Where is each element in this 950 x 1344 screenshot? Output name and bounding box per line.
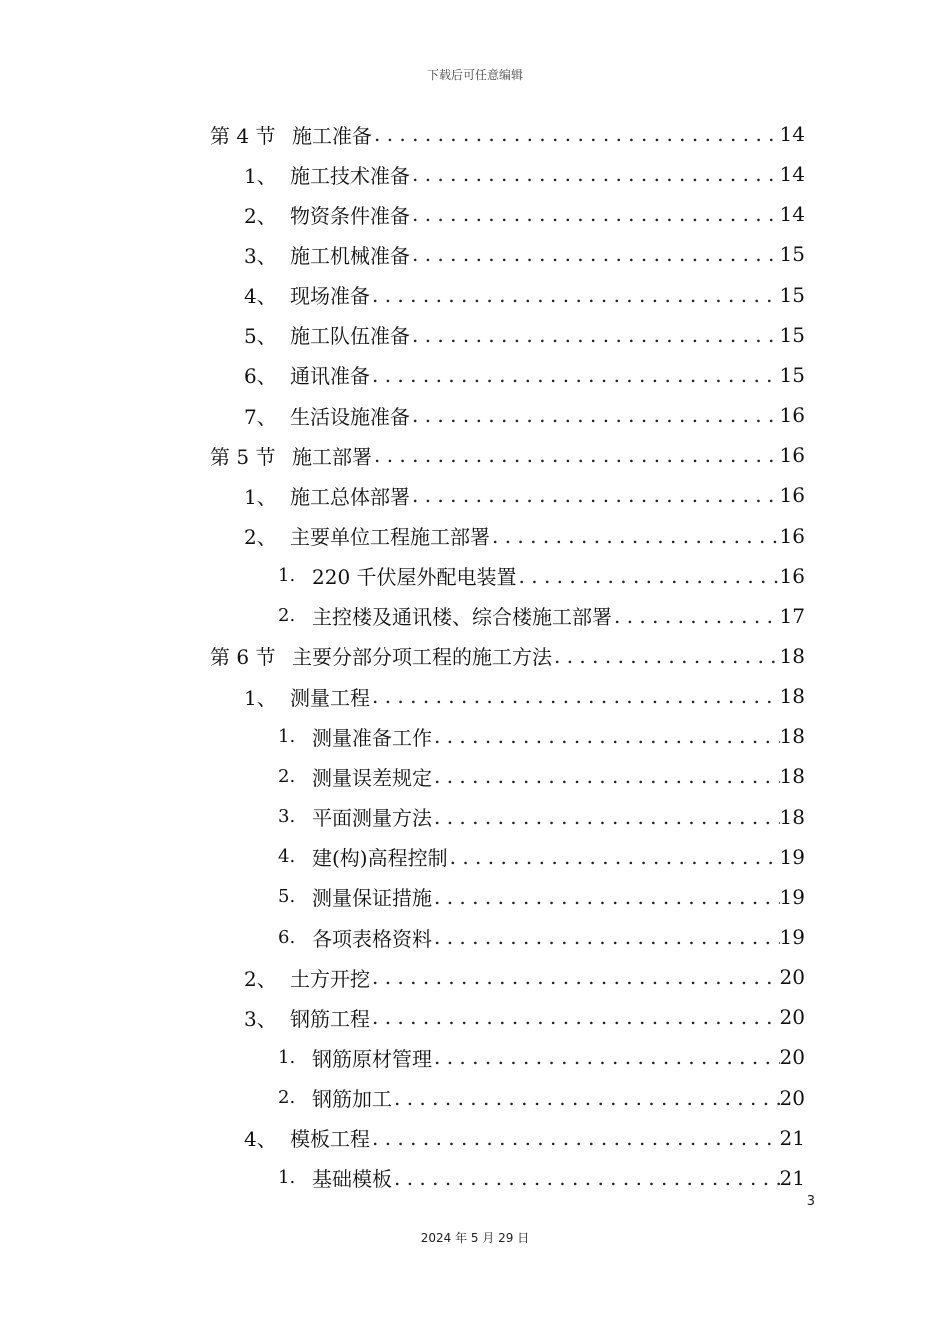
toc-entry[interactable] [244,676,805,716]
toc-entry-page: 20 [779,965,805,990]
toc-entry-number: 2. [278,1087,296,1109]
toc-entry-number: 7、 [244,404,277,429]
toc-entry-page: 15 [779,322,805,347]
toc-entry-page: 15 [779,282,805,307]
toc-entry-number: 1、 [244,163,277,188]
toc-entry-page: 18 [779,764,805,789]
toc-dot-leader [410,483,780,507]
toc-dot-leader [432,885,780,909]
page-header: 下载后可任意编辑 [426,68,523,82]
toc-entry-number: 4、 [244,1127,277,1152]
toc-entry[interactable] [244,957,805,997]
toc-entry[interactable] [278,556,805,596]
toc-entry-page: 14 [779,202,805,227]
toc-entry[interactable] [244,475,805,515]
toc-entry-number: 5、 [244,324,277,349]
toc-entry-page: 14 [779,122,805,146]
toc-dot-leader [410,242,780,266]
toc-entry-page: 19 [779,844,805,869]
toc-entry-number: 1、 [244,484,277,509]
toc-entry-title: 生活设施准备 [290,404,410,429]
toc-entry[interactable] [244,516,805,556]
toc-entry-number: 6. [278,926,296,948]
toc-entry-title: 施工技术准备 [290,163,410,188]
toc-entry-title: 基础模板 [312,1167,392,1192]
toc-entry-page: 16 [779,443,805,468]
toc-entry-number: 第 5 节 [210,444,276,469]
toc-entry-title: 平面测量方法 [312,806,432,831]
toc-entry-number: 第 6 节 [210,645,276,670]
toc-entry-page: 21 [779,1125,805,1150]
toc-entry-title: 土方开挖 [290,966,370,991]
toc-entry-title: 模板工程 [290,1127,370,1152]
toc-entry-page: 16 [779,403,805,428]
toc-entry-number: 6、 [244,364,277,389]
toc-dot-leader [410,323,780,347]
toc-entry[interactable] [278,1037,805,1077]
toc-entry-number: 4、 [244,284,277,309]
toc-entry-page: 18 [779,724,805,749]
page-footer-date: 2024 年 5 月 29 日 [420,1231,530,1245]
toc-entry-number: 3、 [244,243,277,268]
toc-entry[interactable] [244,234,805,274]
toc-dot-leader [370,1126,780,1150]
toc-dot-leader [370,684,780,708]
toc-entry[interactable] [244,275,805,315]
toc-dot-leader [372,443,780,467]
toc-dot-leader [370,283,780,307]
toc-dot-leader [448,845,780,869]
toc-entry[interactable] [278,837,805,877]
toc-dot-leader [552,644,780,668]
toc-entry-title: 施工部署 [292,444,372,469]
toc-dot-leader [370,965,780,989]
toc-entry-page: 18 [779,643,805,668]
toc-entry[interactable] [278,1158,805,1198]
toc-entry[interactable] [210,636,805,676]
toc-dot-leader [517,564,780,588]
toc-entry-number: 2. [278,765,296,787]
toc-entry-number: 3、 [244,1006,277,1031]
toc-entry-title: 施工机械准备 [290,243,410,268]
toc-entry-page: 19 [779,925,805,949]
toc-entry-title: 施工队伍准备 [290,324,410,349]
toc-dot-leader [410,403,780,427]
toc-entry-page: 16 [779,523,805,548]
toc-dot-leader [432,1045,780,1069]
toc-entry-title: 建(构)高程控制 [312,846,448,871]
toc-entry[interactable] [244,395,805,435]
toc-entry-title: 测量工程 [290,685,370,710]
toc-entry-title: 现场准备 [290,284,370,309]
toc-entry-number: 1、 [244,685,277,710]
toc-dot-leader [410,202,780,226]
toc-dot-leader [392,1166,780,1190]
toc-entry-page: 17 [779,603,805,628]
toc-entry-title: 施工准备 [292,123,372,148]
toc-entry-title: 测量准备工作 [312,725,432,750]
toc-entry[interactable] [210,435,805,475]
toc-entry-number: 第 4 节 [210,123,276,148]
toc-entry[interactable] [278,877,805,917]
toc-entry-number: 1. [278,725,296,747]
toc-dot-leader [612,604,780,628]
toc-entry[interactable] [244,355,805,395]
toc-entry-title: 220 千伏屋外配电装置 [312,565,517,590]
toc-entry-page: 20 [779,1005,805,1030]
toc-dot-leader [432,724,780,748]
toc-entry-number: 2、 [244,525,277,549]
toc-dot-leader [370,363,780,387]
toc-entry-page: 15 [779,242,805,267]
toc-entry-title: 物资条件准备 [290,203,410,228]
toc-entry-title: 钢筋原材管理 [312,1046,432,1071]
toc-entry[interactable] [278,596,805,636]
toc-entry-title: 通讯准备 [290,364,370,389]
toc-entry-title: 主要单位工程施工部署 [290,525,490,549]
toc-entry[interactable] [278,797,805,837]
toc-entry[interactable] [244,194,805,234]
toc-entry[interactable] [278,716,805,756]
toc-entry-page: 21 [779,1165,805,1190]
toc-entry-number: 2、 [244,966,277,991]
toc-entry[interactable] [244,1118,805,1158]
toc-entry-title: 主控楼及通讯楼、综合楼施工部署 [312,605,612,630]
toc-entry-number: 1. [278,565,296,587]
toc-dot-leader [432,805,780,829]
toc-entry-number: 2、 [244,203,277,228]
toc-entry-page: 16 [779,483,805,508]
toc-entry[interactable] [244,997,805,1037]
toc-entry-number: 1. [278,1046,296,1068]
toc-entry-page: 18 [779,804,805,829]
toc-entry-title: 钢筋加工 [312,1087,392,1112]
toc-entry-title: 各项表格资料 [312,926,432,951]
toc-entry-page: 16 [779,563,805,588]
toc-entry-page: 15 [779,362,805,387]
toc-entry[interactable] [210,114,805,154]
page-number: 3 [806,1194,815,1209]
toc-entry-page: 20 [779,1085,805,1110]
toc-dot-leader [372,122,780,146]
toc-dot-leader [432,764,780,788]
toc-entry[interactable] [244,315,805,355]
toc-entry[interactable] [244,154,805,194]
toc-entry-number: 1. [278,1167,296,1189]
toc-entry-page: 20 [779,1045,805,1070]
toc-entry-title: 测量误差规定 [312,765,432,790]
toc-dot-leader [410,162,780,186]
toc-entry[interactable] [278,917,805,957]
toc-entry-page: 18 [779,684,805,709]
toc-entry-number: 3. [278,806,296,828]
toc-dot-leader [392,1086,780,1110]
toc-entry-number: 5. [278,886,296,908]
toc-entry-number: 4. [278,846,296,868]
toc-entry-title: 施工总体部署 [290,484,410,509]
toc-entry-title: 测量保证措施 [312,886,432,911]
toc-dot-leader [432,925,780,949]
toc-entry-number: 2. [278,605,296,627]
toc-dot-leader [370,1005,780,1029]
toc-entry-title: 主要分部分项工程的施工方法 [292,645,552,670]
toc-entry[interactable] [278,756,805,796]
toc-entry-page: 19 [779,884,805,909]
toc-entry-title: 钢筋工程 [290,1006,370,1031]
toc-entry[interactable] [278,1078,805,1118]
toc-entry-page: 14 [779,162,805,187]
toc-dot-leader [490,524,780,548]
